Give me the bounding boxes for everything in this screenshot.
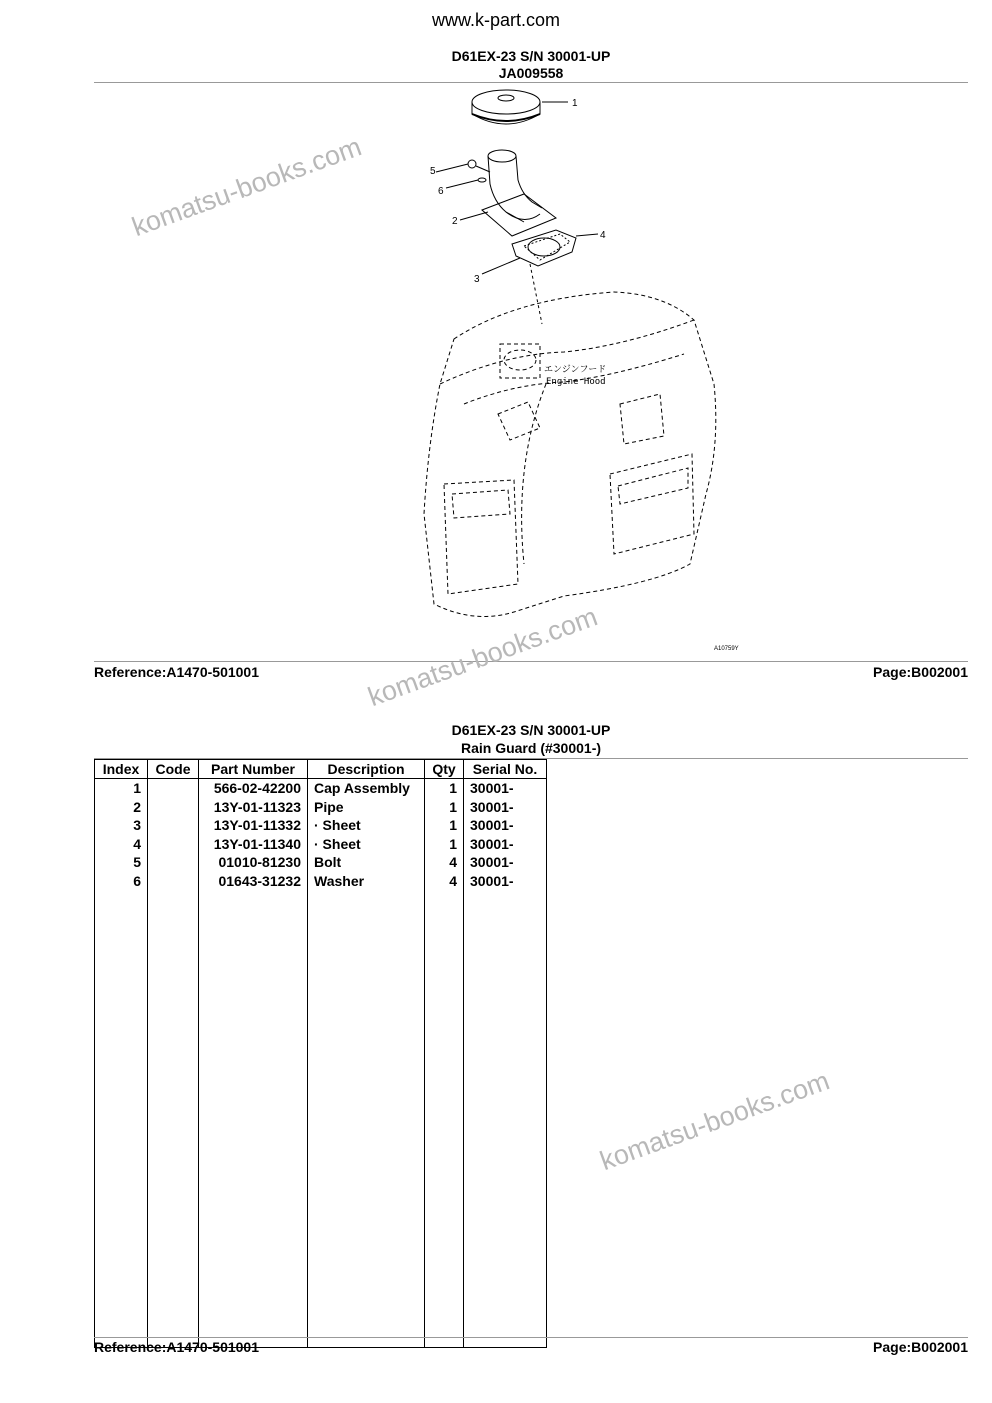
top-model-title: D61EX-23 S/N 30001-UP bbox=[451, 48, 611, 64]
section-title: Rain Guard (#30001-) bbox=[460, 740, 602, 756]
engine-hood-label-jp: エンジンフード bbox=[544, 365, 607, 375]
row-serial-no: 30001- bbox=[464, 798, 547, 817]
bottom-divider bbox=[94, 1337, 968, 1338]
row-index: 4 bbox=[95, 835, 148, 854]
row-index: 1 bbox=[95, 779, 148, 798]
exploded-parts-diagram bbox=[94, 84, 968, 660]
callout-2: 2 bbox=[452, 216, 458, 227]
row-serial-no: 30001- bbox=[464, 779, 547, 798]
row-serial-no: 30001- bbox=[464, 835, 547, 854]
table-row bbox=[95, 853, 547, 872]
header-serial-no: Serial No. bbox=[464, 760, 547, 779]
row-code bbox=[148, 853, 199, 872]
row-description: Cap Assembly bbox=[308, 779, 425, 798]
row-code bbox=[148, 872, 199, 891]
callout-6: 6 bbox=[438, 186, 444, 197]
header-part-number: Part Number bbox=[199, 760, 308, 779]
row-code bbox=[148, 835, 199, 854]
header-code: Code bbox=[148, 760, 199, 779]
row-code bbox=[148, 779, 199, 798]
drawing-number: A10759Y bbox=[714, 646, 739, 652]
header-description: Description bbox=[308, 760, 425, 779]
bolt-washer-drawing bbox=[468, 160, 490, 182]
row-description: · Sheet bbox=[308, 816, 425, 835]
row-part-number: 13Y-01-11340 bbox=[199, 835, 308, 854]
row-part-number: 01643-31232 bbox=[199, 872, 308, 891]
row-description: Pipe bbox=[308, 798, 425, 817]
row-qty: 1 bbox=[425, 816, 464, 835]
row-qty: 1 bbox=[425, 779, 464, 798]
row-description: Washer bbox=[308, 872, 425, 891]
row-qty: 1 bbox=[425, 835, 464, 854]
row-serial-no: 30001- bbox=[464, 853, 547, 872]
row-serial-no: 30001- bbox=[464, 816, 547, 835]
cap-assembly-drawing bbox=[472, 90, 540, 124]
row-index: 5 bbox=[95, 853, 148, 872]
table-row bbox=[95, 779, 547, 798]
top-drawing-code: JA009558 bbox=[498, 65, 564, 81]
row-part-number: 01010-81230 bbox=[199, 853, 308, 872]
mid-divider bbox=[94, 661, 968, 662]
callout-3: 3 bbox=[474, 274, 480, 285]
row-code bbox=[148, 798, 199, 817]
engine-hood-drawing bbox=[424, 292, 716, 617]
top-page-number: Page:B002001 bbox=[873, 664, 968, 680]
row-index: 6 bbox=[95, 872, 148, 891]
row-code bbox=[148, 816, 199, 835]
row-qty: 4 bbox=[425, 872, 464, 891]
watermark: komatsu-books.com bbox=[596, 1065, 834, 1177]
bottom-reference: Reference:A1470-501001 bbox=[94, 1339, 259, 1355]
top-reference: Reference:A1470-501001 bbox=[94, 664, 259, 680]
top-divider bbox=[94, 82, 968, 83]
row-part-number: 13Y-01-11332 bbox=[199, 816, 308, 835]
row-description: · Sheet bbox=[308, 835, 425, 854]
table-row bbox=[95, 835, 547, 854]
table-filler-row bbox=[95, 890, 547, 1348]
row-serial-no: 30001- bbox=[464, 872, 547, 891]
row-index: 2 bbox=[95, 798, 148, 817]
row-qty: 4 bbox=[425, 853, 464, 872]
header-index: Index bbox=[95, 760, 148, 779]
header-qty: Qty bbox=[425, 760, 464, 779]
watermark: komatsu-books.com bbox=[364, 601, 602, 713]
table-header-row bbox=[95, 760, 547, 779]
sheet-drawing bbox=[512, 230, 576, 266]
bottom-model-title: D61EX-23 S/N 30001-UP bbox=[451, 722, 611, 738]
row-part-number: 566-02-42200 bbox=[199, 779, 308, 798]
engine-hood-label-en: Engine Hood bbox=[546, 377, 606, 387]
table-row bbox=[95, 816, 547, 835]
callout-5: 5 bbox=[430, 166, 436, 177]
row-part-number: 13Y-01-11323 bbox=[199, 798, 308, 817]
table-row bbox=[95, 872, 547, 891]
watermark: komatsu-books.com bbox=[128, 131, 366, 243]
row-qty: 1 bbox=[425, 798, 464, 817]
parts-table bbox=[94, 759, 547, 1348]
callout-4: 4 bbox=[600, 230, 606, 241]
row-description: Bolt bbox=[308, 853, 425, 872]
bottom-page-number: Page:B002001 bbox=[873, 1339, 968, 1355]
callout-1: 1 bbox=[572, 98, 578, 109]
pipe-drawing bbox=[482, 150, 556, 236]
row-index: 3 bbox=[95, 816, 148, 835]
site-url: www.k-part.com bbox=[431, 10, 561, 30]
table-row bbox=[95, 798, 547, 817]
